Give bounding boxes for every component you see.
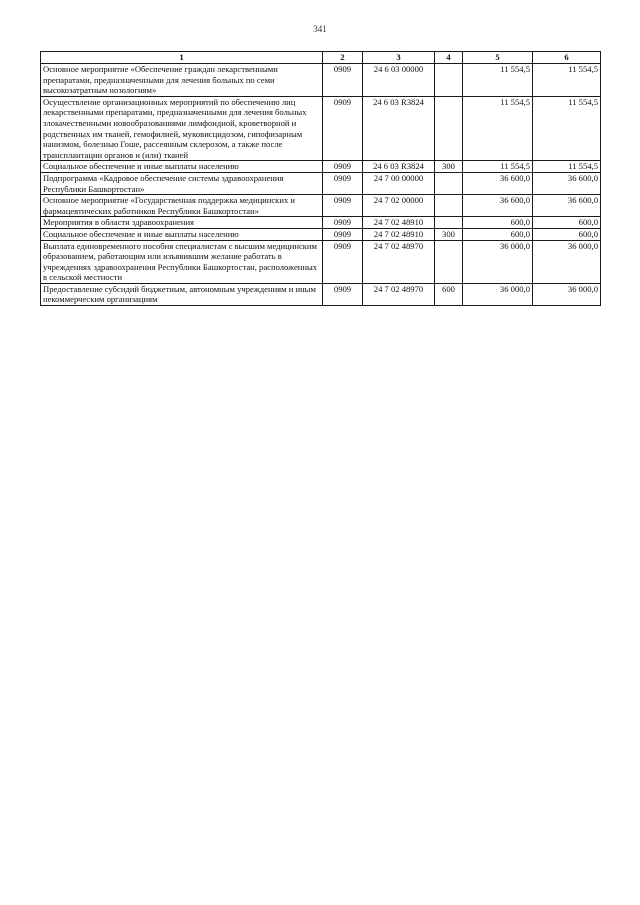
row-amount-5: 600,0	[463, 228, 533, 240]
table-row	[41, 96, 601, 161]
column-header-2: 2	[323, 52, 363, 64]
row-amount-6: 600,0	[533, 228, 601, 240]
row-amount-5: 11 554,5	[463, 96, 533, 161]
row-expense-type: 300	[435, 228, 463, 240]
column-header-4: 4	[435, 52, 463, 64]
row-expense-type: 600	[435, 283, 463, 305]
row-section: 0909	[323, 228, 363, 240]
row-amount-5: 600,0	[463, 217, 533, 229]
row-expense-type: 300	[435, 161, 463, 173]
row-section: 0909	[323, 283, 363, 305]
row-amount-5: 11 554,5	[463, 64, 533, 97]
row-amount-6: 36 600,0	[533, 172, 601, 194]
row-code: 24 6 03 R3824	[363, 161, 435, 173]
row-name: Основное мероприятие «Обеспечение граждан лекарственными препаратами, предназначенными для лечения больных по семи высокозатратным нозологиям»	[41, 64, 323, 97]
row-name: Предоставление субсидий бюджетным, автономным учреждениям и иным некоммерческим организациям	[41, 283, 323, 305]
table-header-row	[41, 52, 601, 64]
row-expense-type	[435, 96, 463, 161]
table-row	[41, 161, 601, 173]
row-amount-6: 11 554,5	[533, 64, 601, 97]
row-amount-6: 11 554,5	[533, 96, 601, 161]
row-name: Основное мероприятие «Государственная поддержка медицинских и фармацевтических работников Республики Башкортостан»	[41, 195, 323, 217]
page-number: 341	[313, 24, 327, 34]
column-header-3: 3	[363, 52, 435, 64]
row-amount-5: 36 600,0	[463, 172, 533, 194]
table-row	[41, 240, 601, 283]
row-amount-6: 600,0	[533, 217, 601, 229]
row-amount-6: 36 600,0	[533, 195, 601, 217]
row-amount-6: 36 000,0	[533, 240, 601, 283]
row-section: 0909	[323, 195, 363, 217]
row-code: 24 7 02 00000	[363, 195, 435, 217]
row-amount-6: 11 554,5	[533, 161, 601, 173]
row-code: 24 6 03 R3824	[363, 96, 435, 161]
table-row	[41, 172, 601, 194]
budget-table	[40, 51, 601, 306]
row-code: 24 7 02 48910	[363, 217, 435, 229]
row-code: 24 7 02 48970	[363, 240, 435, 283]
row-section: 0909	[323, 240, 363, 283]
row-code: 24 7 02 48910	[363, 228, 435, 240]
row-code: 24 6 03 00000	[363, 64, 435, 97]
table-row	[41, 228, 601, 240]
row-amount-5: 11 554,5	[463, 161, 533, 173]
row-name: Социальное обеспечение и иные выплаты населению	[41, 228, 323, 240]
row-amount-5: 36 000,0	[463, 240, 533, 283]
row-section: 0909	[323, 172, 363, 194]
row-amount-5: 36 600,0	[463, 195, 533, 217]
row-name: Осуществление организационных мероприятий по обеспечению лиц лекарственными препаратами, предназначенными для лечения больных злокачественными новообразованиями лимфоидной, кроветворной и родственных им тканей, гемофилией, муковисцидозом, гипофизарным нанизмом, болезнью Гоше, рассеянным склерозом, а также после трансплантации органов и (или) тканей	[41, 96, 323, 161]
table-row	[41, 195, 601, 217]
row-expense-type	[435, 240, 463, 283]
table-row	[41, 283, 601, 305]
row-amount-5: 36 000,0	[463, 283, 533, 305]
row-name: Выплата единовременного пособия специалистам с высшим медицинским образованием, работающим или изъявившим желание работать в учреждениях здравоохранения Республики Башкортостан, расположенных в сельской местности	[41, 240, 323, 283]
row-expense-type	[435, 172, 463, 194]
row-section: 0909	[323, 217, 363, 229]
table-row	[41, 217, 601, 229]
row-expense-type	[435, 217, 463, 229]
column-header-1: 1	[41, 52, 323, 64]
row-section: 0909	[323, 96, 363, 161]
table-row	[41, 64, 601, 97]
row-name: Социальное обеспечение и иные выплаты населению	[41, 161, 323, 173]
row-code: 24 7 00 00000	[363, 172, 435, 194]
row-expense-type	[435, 64, 463, 97]
row-section: 0909	[323, 64, 363, 97]
column-header-6: 6	[533, 52, 601, 64]
row-name: Подпрограмма «Кадровое обеспечение системы здравоохранения Республики Башкортостан»	[41, 172, 323, 194]
column-header-5: 5	[463, 52, 533, 64]
row-code: 24 7 02 48970	[363, 283, 435, 305]
row-amount-6: 36 000,0	[533, 283, 601, 305]
row-section: 0909	[323, 161, 363, 173]
row-expense-type	[435, 195, 463, 217]
row-name: Мероприятия в области здравоохранения	[41, 217, 323, 229]
